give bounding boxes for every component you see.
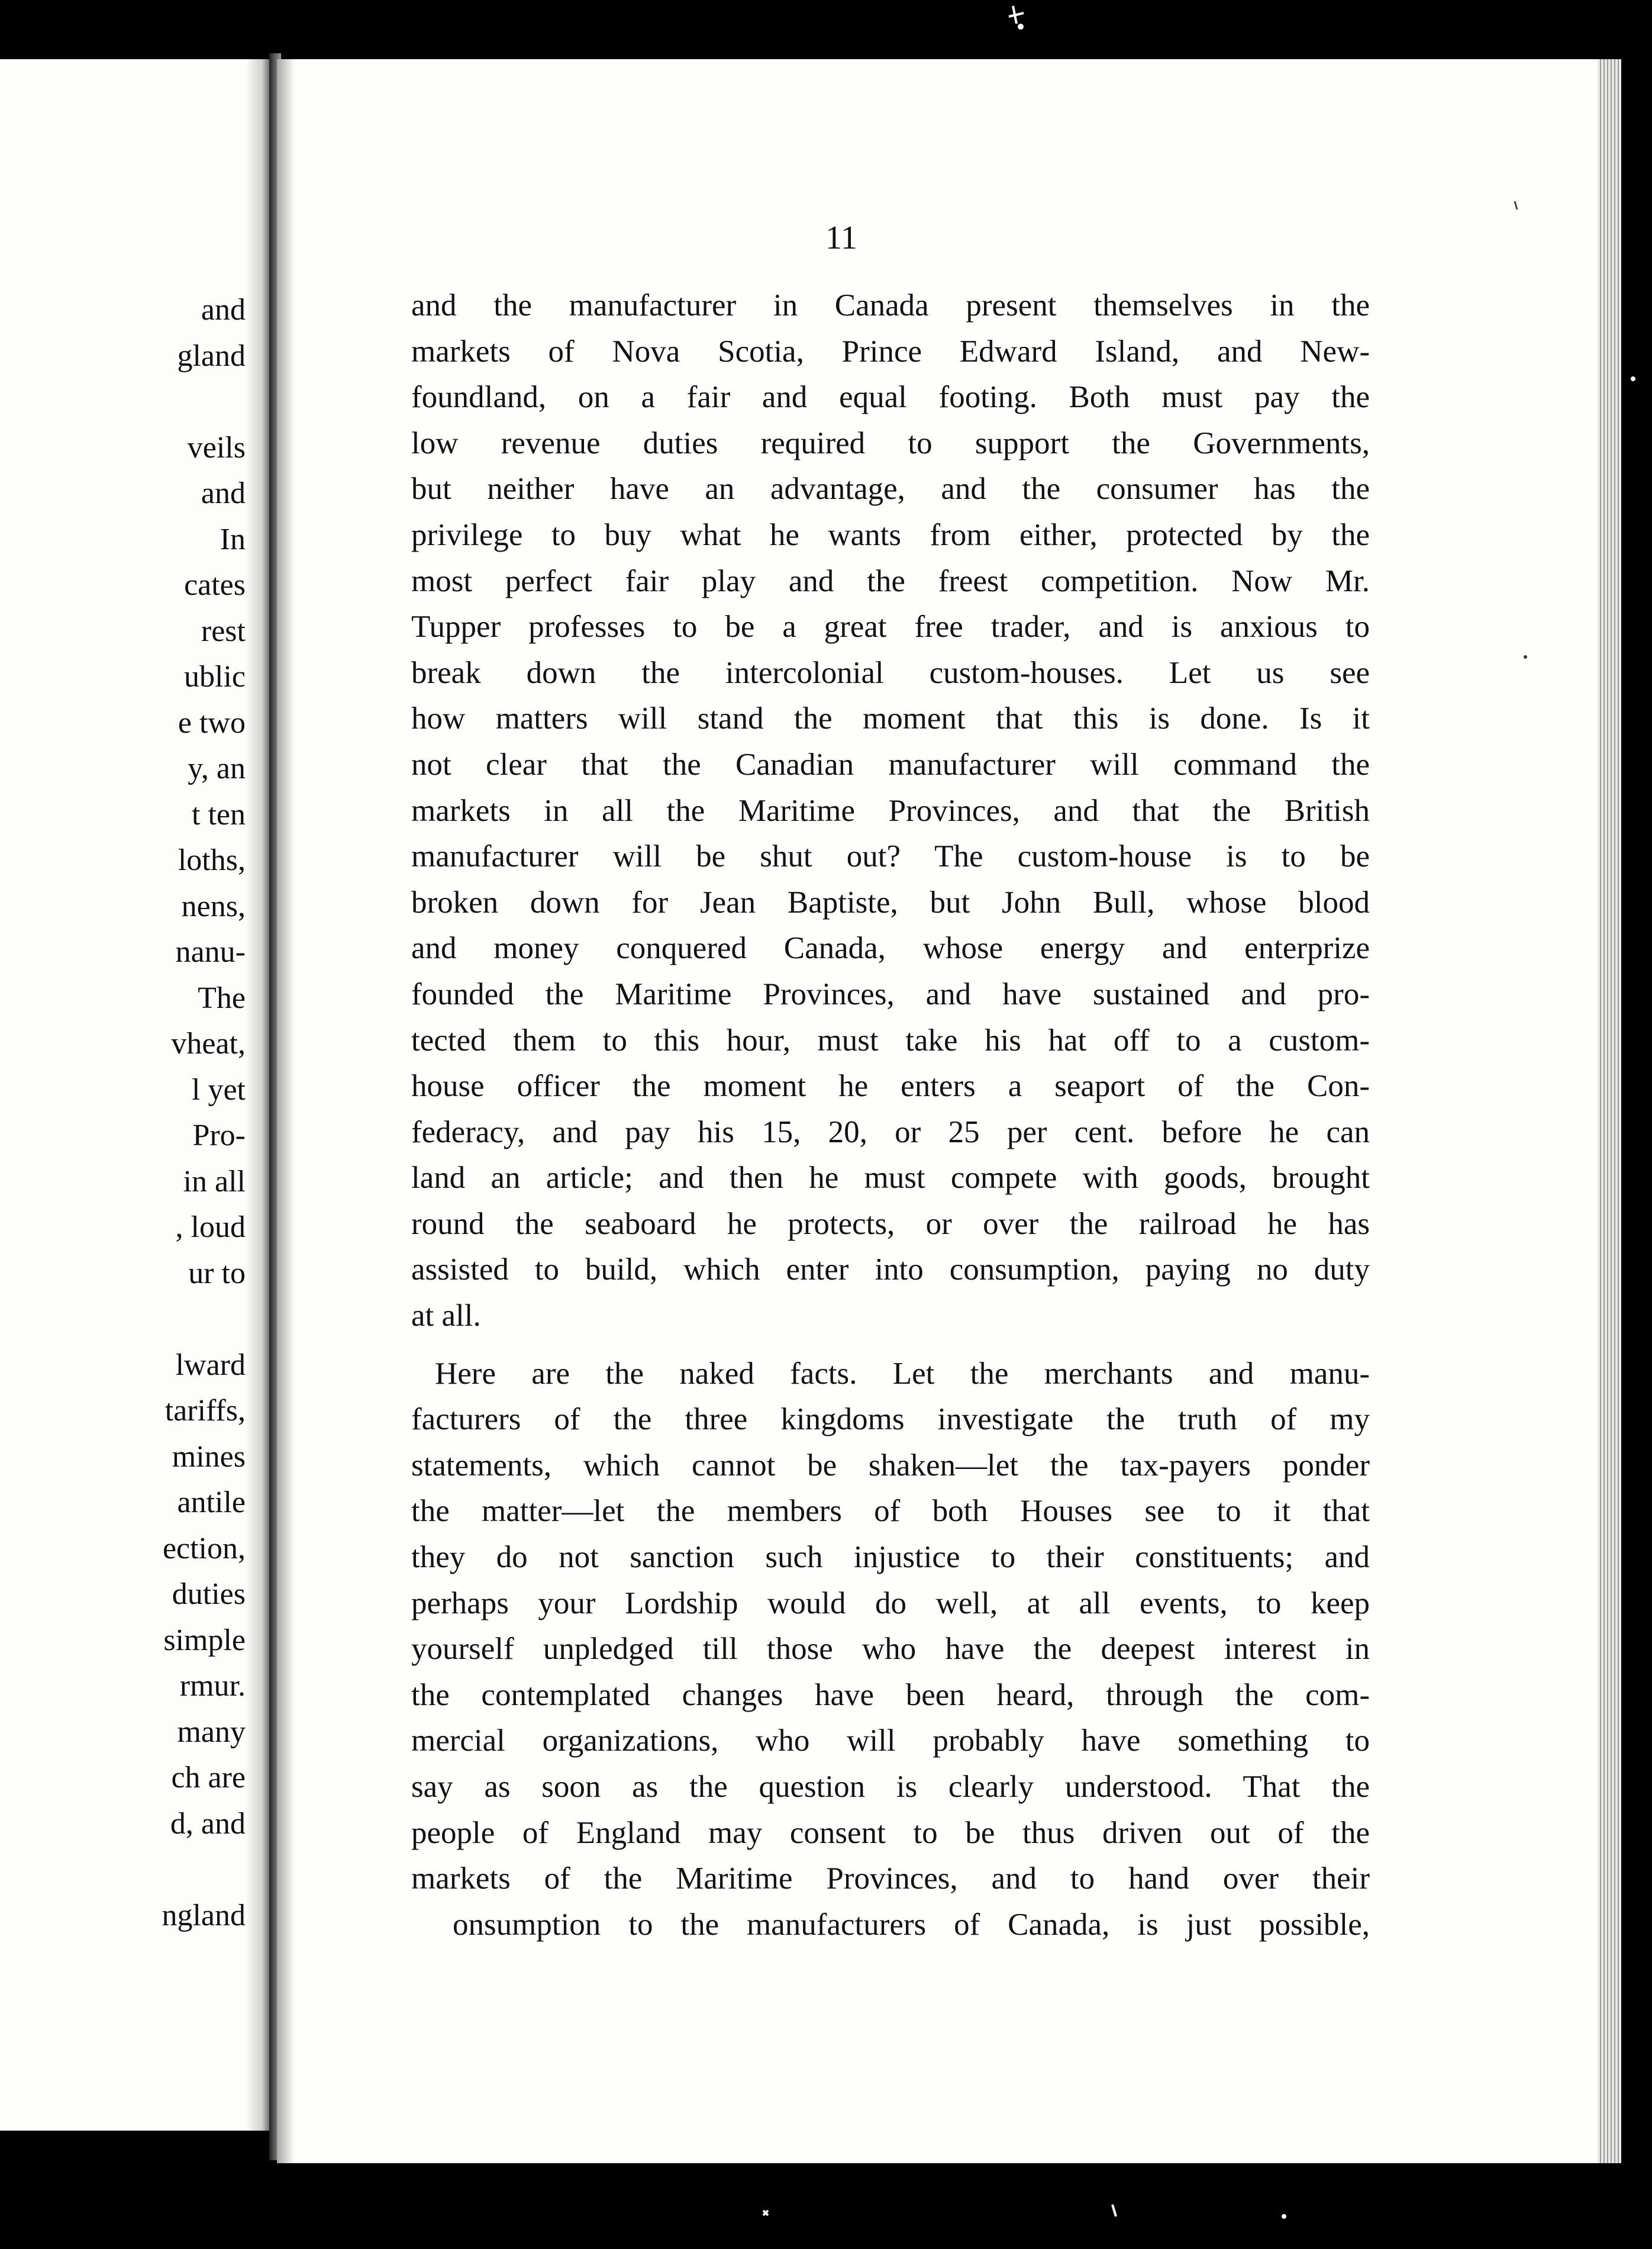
text-line: break down the intercolonial custom-houses. Let us see (411, 655, 1370, 690)
previous-page-line-fragment: rmur. (179, 1669, 246, 1703)
previous-page-line-fragment: ch are (171, 1761, 246, 1794)
previous-page-line-fragment: vheat, (171, 1027, 246, 1061)
previous-page-line-fragment: Pro- (192, 1119, 246, 1152)
previous-page-line-fragment: antile (177, 1486, 246, 1519)
text-line: perhaps your Lordship would do well, at all events, to keep (411, 1586, 1370, 1620)
text-line: round the seaboard he protects, or over the railroad he has (411, 1206, 1370, 1241)
previous-page-line-fragment: ur to (188, 1256, 246, 1290)
page-body-text (411, 283, 1370, 1948)
text-line: land an article; and then he must compete with goods, brought (411, 1161, 1370, 1196)
previous-page-line-fragment: in all (183, 1164, 246, 1198)
text-line: yourself unpledged till those who have the deepest interest in (411, 1632, 1370, 1667)
previous-page-line-fragment: The (198, 981, 246, 1015)
gutter-shadow (246, 59, 269, 2131)
text-line: markets of Nova Scotia, Prince Edward Island, and New- (411, 334, 1370, 369)
previous-page-line-fragment: , loud (175, 1210, 246, 1244)
previous-page-line-fragment: many (177, 1715, 246, 1749)
previous-page-line-fragment: t ten (192, 797, 246, 832)
text-line: say as soon as the question is clearly understood. That the (411, 1770, 1370, 1804)
previous-page-line-fragment: and (201, 293, 246, 327)
text-line: they do not sanction such injustice to their constituents; and (411, 1540, 1370, 1575)
text-line: foundland, on a fair and equal footing. Both must pay the (411, 380, 1370, 415)
previous-page-line-fragment: nens, (181, 889, 246, 923)
previous-page-line-fragment: ublic (184, 660, 246, 694)
text-line: mercial organizations, who will probably have something to (411, 1723, 1370, 1758)
paragraph-gap (411, 1339, 1370, 1351)
page-edge-shadow (277, 59, 295, 2163)
previous-page-line-fragment: simple (163, 1623, 246, 1657)
previous-page-line-fragment: nanu- (175, 935, 246, 969)
text-line: most perfect fair play and the freest competition. Now Mr. (411, 563, 1370, 598)
previous-page-line-fragment: e two (178, 705, 246, 740)
text-line: people of England may consent to be thus driven out of the (411, 1815, 1370, 1850)
previous-page-line-fragment: In (220, 522, 246, 556)
previous-page-line-fragment: ection, (162, 1531, 246, 1565)
text-line: onsumption to the manufacturers of Canada, is just possible, (453, 1907, 1370, 1942)
text-line: how matters will stand the moment that this is done. Is it (411, 701, 1370, 736)
previous-page-line-fragment: tariffs, (164, 1394, 246, 1428)
text-line: at all. (411, 1299, 481, 1333)
previous-page-line-fragment: loths, (178, 843, 246, 877)
previous-page-blank-line (162, 1296, 246, 1342)
paragraph (411, 1351, 1370, 1948)
text-line: assisted to build, which enter into consumption, paying no duty (411, 1252, 1370, 1287)
page-number: 11 (825, 220, 857, 256)
previous-page-line-fragment: d, and (170, 1806, 246, 1841)
previous-page-line-fragment: rest (201, 614, 246, 648)
page-stack-edges (1598, 59, 1621, 2163)
previous-page-line-fragment: duties (172, 1577, 246, 1611)
previous-page-line-fragment: l yet (192, 1072, 246, 1107)
previous-page-line-fragment: and (201, 476, 246, 510)
text-line: federacy, and pay his 15, 20, or 25 per cent. before he can (411, 1114, 1370, 1149)
previous-page-text-column (162, 287, 246, 1938)
text-line: markets of the Maritime Provinces, and to hand over their (411, 1861, 1370, 1896)
previous-page-blank-line (162, 379, 246, 425)
text-line: but neither have an advantage, and the consumer has the (411, 472, 1370, 507)
text-line: not clear that the Canadian manufacturer will command the (411, 747, 1370, 782)
previous-page-line-fragment: y, an (188, 752, 246, 785)
text-line: founded the Maritime Provinces, and have sustained and pro- (411, 977, 1370, 1011)
previous-page-line-fragment: mines (172, 1439, 246, 1474)
text-line: Tupper professes to be a great free trader, and is anxious to (411, 610, 1370, 645)
text-line: the contemplated changes have been heard, through the com- (411, 1677, 1370, 1712)
text-line: manufacturer will be shut out? The custom-house is to be (411, 839, 1370, 874)
text-line: privilege to buy what he wants from either, protected by the (411, 517, 1370, 552)
text-line: statements, which cannot be shaken—let the tax-payers ponder (411, 1448, 1370, 1483)
text-line: the matter—let the members of both Houses see to it that (411, 1494, 1370, 1529)
paragraph (411, 283, 1370, 1339)
text-line: Here are the naked facts. Let the merchants and manu- (435, 1356, 1370, 1391)
previous-page-line-fragment: veils (187, 430, 246, 465)
text-line: tected them to this hour, must take his hat off to a custom- (411, 1023, 1370, 1058)
text-line: house officer the moment he enters a seaport of the Con- (411, 1069, 1370, 1104)
text-line: and money conquered Canada, whose energy and enterprize (411, 931, 1370, 966)
previous-page-line-fragment: cates (184, 568, 246, 602)
previous-page-fragment (0, 59, 269, 2131)
text-line: markets in all the Maritime Provinces, and that the British (411, 793, 1370, 828)
text-line: broken down for Jean Baptiste, but John Bull, whose blood (411, 885, 1370, 920)
text-line: and the manufacturer in Canada present themselves in the (411, 288, 1370, 323)
previous-page-line-fragment: ngland (162, 1898, 246, 1932)
text-line: low revenue duties required to support the Governments, (411, 426, 1370, 460)
previous-page-line-fragment: lward (175, 1348, 246, 1382)
previous-page-blank-line (162, 1847, 246, 1893)
previous-page-line-fragment: gland (177, 339, 246, 373)
text-line: facturers of the three kingdoms investigate the truth of my (411, 1402, 1370, 1437)
